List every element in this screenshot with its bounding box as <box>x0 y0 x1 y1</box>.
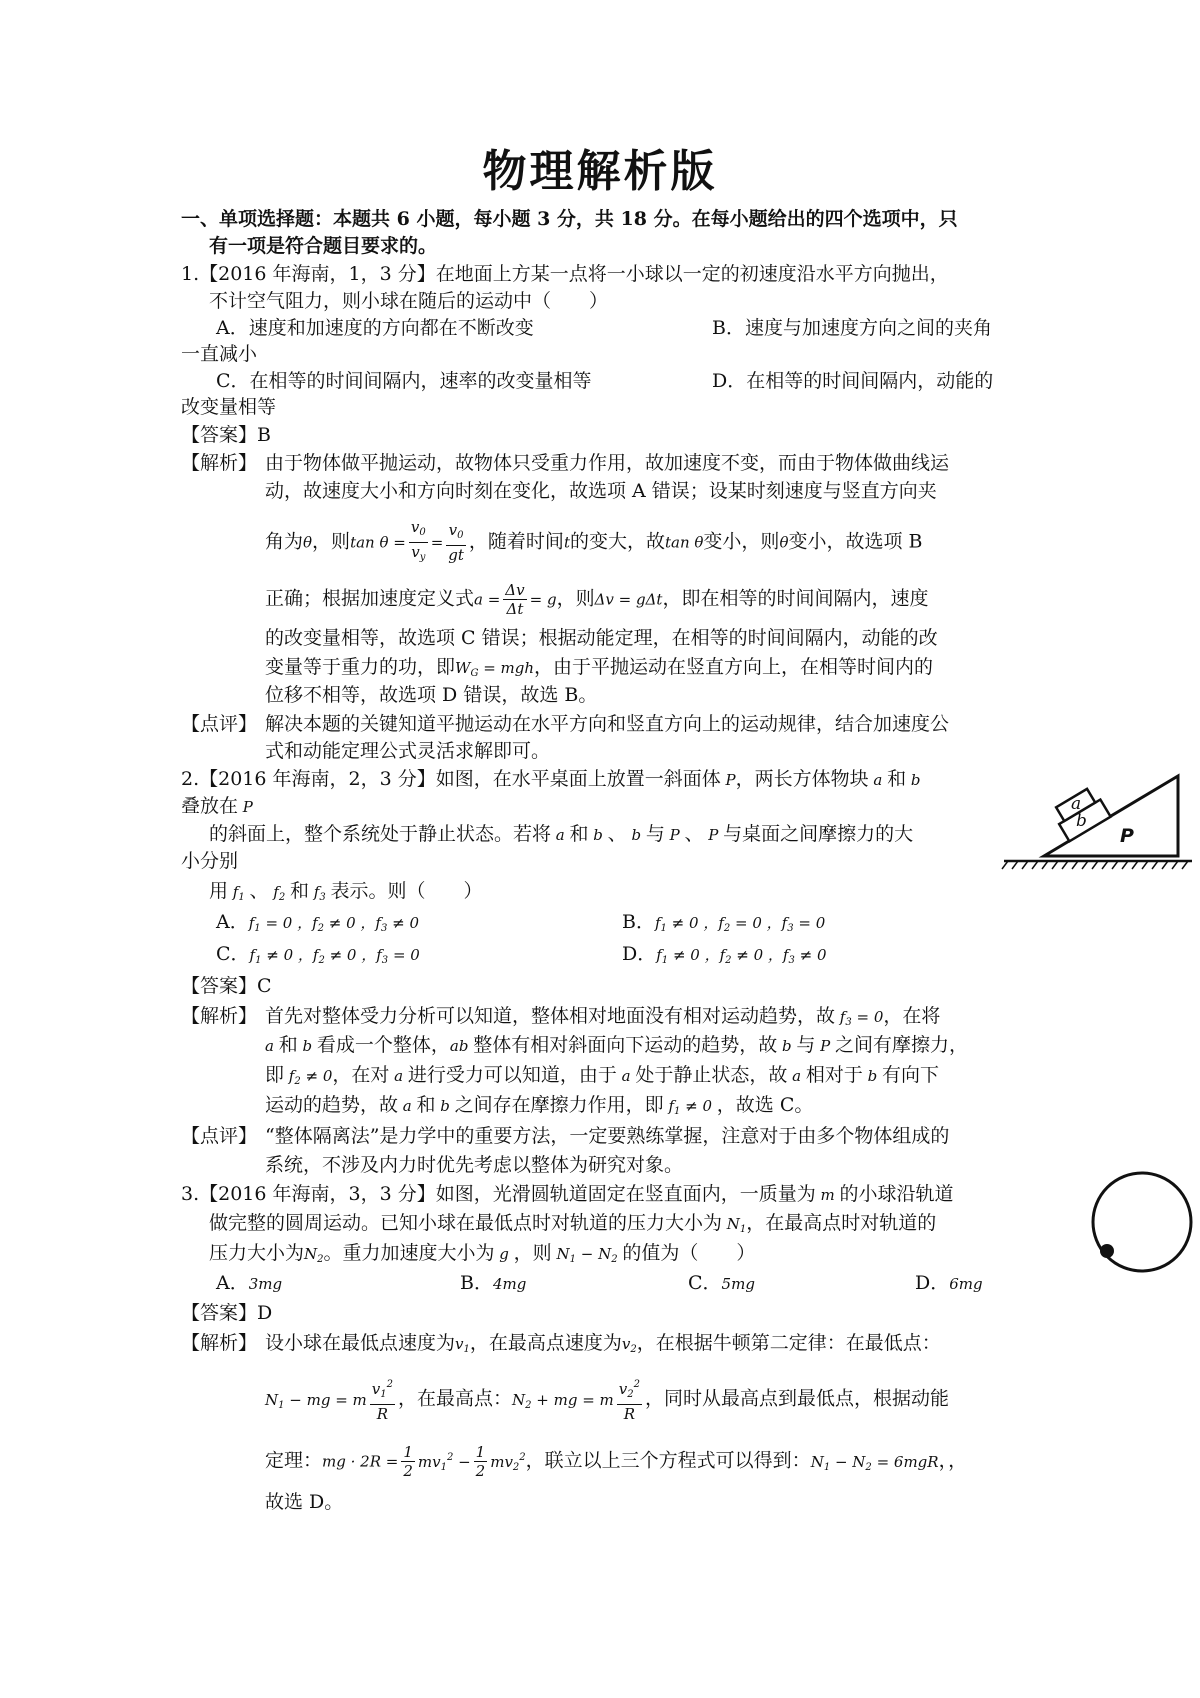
q3-circular-track-figure <box>1088 1168 1196 1278</box>
q3-stem-line2: 做完整的圆周运动。已知小球在最低点时对轨道的压力大小为 $N_1$，在最高点时对轨道的 <box>209 1212 937 1235</box>
small-ball <box>1100 1244 1114 1258</box>
q2-comment-tag: 【点评】 <box>181 1125 258 1147</box>
q2-incline-figure <box>1000 770 1196 870</box>
q1-comment-line1: 解决本题的关键知道平抛运动在水平方向和竖直方向上的运动规律，结合加速度公 <box>265 713 950 735</box>
q1-option-a: A．速度和加速度的方向都在不断改变 <box>216 317 534 339</box>
q3-analysis-line3: 定理：mg · 2R = $\frac{1}{2}$ $mv_1^2$ − $\frac{1}{2}$ $mv_2^2$，联立以上三个方程式可以得到：$N_1 - N_2 = 6mgR$，， <box>265 1443 968 1480</box>
label-P: P <box>1120 825 1134 847</box>
q1-analysis-line6: 变量等于重力的功，即$W_G$ = mgh，由于平抛运动在竖直方向上，在相等时间内的 <box>265 656 934 679</box>
q1-answer: 【答案】B <box>181 424 271 446</box>
q3-stem-line3: 压力大小为$N_2$。重力加速度大小为 g ，则 $N_1 - N_2$ 的值为（ ） <box>209 1242 756 1265</box>
q1-analysis-line4: 正确；根据加速度定义式a = $\frac{\Delta v}{\Delta t}$ = g，则Δv = gΔt，即在相等的时间间隔内，速度 <box>265 581 929 618</box>
q1-option-b-cont: 一直减小 <box>181 343 258 365</box>
q2-stem-line2: 叠放在 P <box>181 795 253 817</box>
q1-option-d-cont: 改变量相等 <box>181 396 277 418</box>
q2-option-d: D．$f_1 \ne 0$ ，$f_2 \ne 0$ ，$f_3 \ne 0$ <box>622 943 827 966</box>
q2-stem-line5: 用 $f_1$ 、 $f_2$ 和 $f_3$ 表示。则（ ） <box>209 880 483 903</box>
q1-option-c: C．在相等的时间间隔内，速率的改变量相等 <box>216 370 592 392</box>
q1-analysis-line3: 角为θ，则tan θ = $\frac{v_0}{v_y}$ = $\frac{v_0}{gt}$ ，随着时间t的变大，故tan θ变小，则θ变小，故选项 B <box>265 518 923 564</box>
page-title: 物理解析版 <box>482 146 718 197</box>
q2-option-c: C．$f_1 \ne 0$ ，$f_2 \ne 0$ ，$f_3 = 0$ <box>216 943 420 966</box>
q3-answer: 【答案】D <box>181 1302 273 1324</box>
q1-option-b: B．速度与加速度方向之间的夹角 <box>712 317 992 339</box>
q3-analysis-tag: 【解析】 <box>181 1332 258 1354</box>
q3-analysis-line4: 故选 D。 <box>265 1491 344 1513</box>
q2-analysis-line4: 运动的趋势，故 a 和 b 之间存在摩擦力作用，即 $f_1 \ne 0$ ，故选 C。 <box>265 1094 814 1117</box>
q2-stem-line4: 小分别 <box>181 850 239 872</box>
q2-analysis-tag: 【解析】 <box>181 1005 258 1027</box>
q3-option-b: B．4mg <box>460 1272 527 1294</box>
q3-option-c: C．5mg <box>688 1272 755 1294</box>
q1-comment-line2: 式和动能定理公式灵活求解即可。 <box>265 740 551 762</box>
q2-comment-line1: “整体隔离法”是力学中的重要方法，一定要熟练掌握，注意对于由多个物体组成的 <box>265 1125 950 1147</box>
section-heading-line1: 一、单项选择题：本题共 6 小题，每小题 3 分，共 18 分。在每小题给出的四个选项中，只 <box>181 208 958 230</box>
label-a: a <box>1071 794 1082 814</box>
q1-comment-tag: 【点评】 <box>181 713 258 735</box>
q2-analysis-line1: 首先对整体受力分析可以知道，整体相对地面没有相对运动趋势，故 $f_3 = 0$，在将 <box>265 1005 941 1028</box>
q2-option-a: A．$f_1 = 0$ ，$f_2 \ne 0$ ，$f_3 \ne 0$ <box>216 911 420 934</box>
q1-analysis-line5: 的改变量相等，故选项 C 错误；根据动能定理，在相等的时间间隔内，动能的改 <box>265 627 938 649</box>
q2-stem-line1: 2.【2016 年海南，2，3 分】如图，在水平桌面上放置一斜面体 P，两长方体物块 a 和 b <box>181 768 921 790</box>
q3-analysis-line2: $N_1$ − mg = m $\frac{v_1^2}{R}$ ，在最高点：$N_2$ + mg = m $\frac{v_2^2}{R}$ ，同时从最高点到最低点，根据动能 <box>265 1376 949 1423</box>
q1-analysis-line1: 由于物体做平抛运动，故物体只受重力作用，故加速度不变，而由于物体做曲线运 <box>265 452 950 474</box>
q1-analysis-tag: 【解析】 <box>181 452 258 474</box>
q1-stem-line2: 不计空气阻力，则小球在随后的运动中（ ） <box>209 290 609 312</box>
label-b: b <box>1076 811 1087 831</box>
q1-option-d: D．在相等的时间间隔内，动能的 <box>712 370 994 392</box>
q3-analysis-line1: 设小球在最低点速度为$v_1$，在最高点速度为$v_2$，在根据牛顿第二定律：在最低点： <box>265 1332 941 1355</box>
q3-option-a: A．3mg <box>216 1272 283 1294</box>
q1-analysis-line2: 动，故速度大小和方向时刻在变化，故选项 A 错误；设某时刻速度与竖直方向夹 <box>265 480 937 502</box>
section-heading-line2: 有一项是符合题目要求的。 <box>209 235 438 257</box>
q1-stem-line1: 1.【2016 年海南，1，3 分】在地面上方某一点将一小球以一定的初速度沿水平方向抛出， <box>181 263 949 285</box>
q2-answer: 【答案】C <box>181 975 272 997</box>
q3-stem-line1: 3.【2016 年海南，3，3 分】如图，光滑圆轨道固定在竖直面内，一质量为 m 的小球沿轨道 <box>181 1183 954 1205</box>
q2-analysis-line2: a 和 b 看成一个整体，ab 整体有相对斜面向下运动的趋势，故 b 与 P 之间有摩擦力， <box>265 1034 969 1056</box>
q3-option-d: D．6mg <box>915 1272 983 1294</box>
q2-option-b: B．$f_1 \ne 0$ ，$f_2 = 0$ ，$f_3 = 0$ <box>622 911 826 934</box>
q2-stem-line3: 的斜面上，整个系统处于静止状态。若将 a 和 b 、 b 与 P 、 P 与桌面之间摩擦力的大 <box>209 823 914 845</box>
q2-comment-line2: 系统，不涉及内力时优先考虑以整体为研究对象。 <box>265 1154 684 1176</box>
q2-analysis-line3: 即 $f_2 \ne 0$，在对 a 进行受力可以知道，由于 a 处于静止状态，故 a 相对于 b 有向下 <box>265 1064 940 1087</box>
q1-analysis-line7: 位移不相等，故选项 D 错误，故选 B。 <box>265 684 598 706</box>
